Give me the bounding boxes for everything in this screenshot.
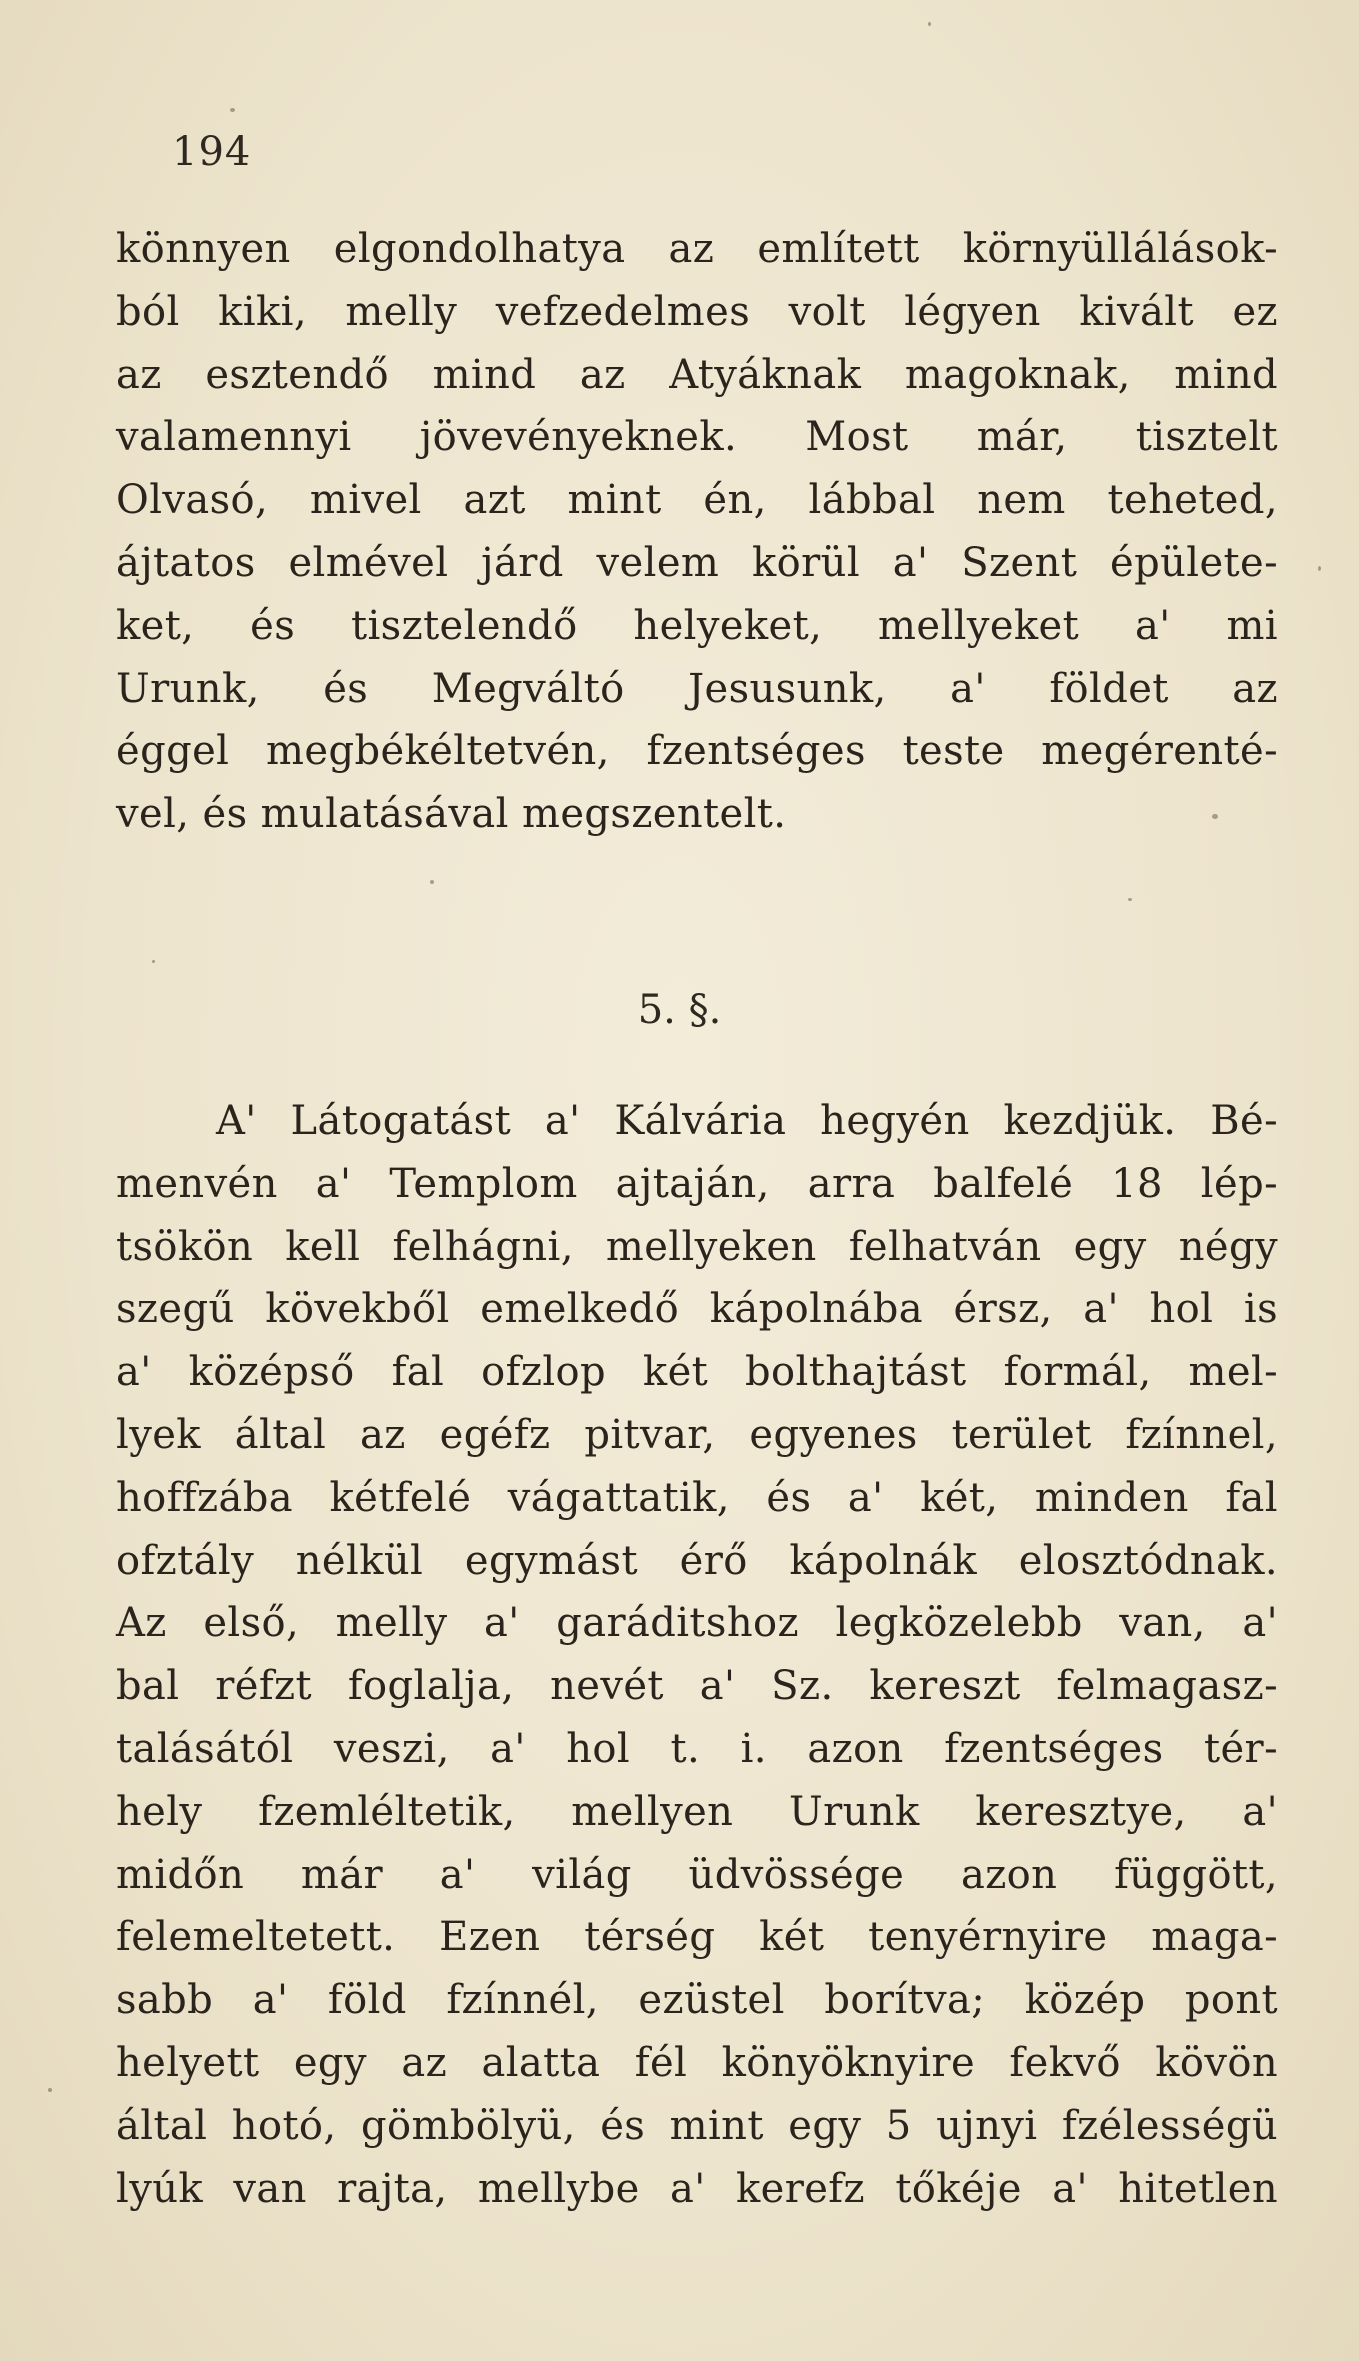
text-line: hely fzemléltetik, mellyen Urunk keresztye, a' bbox=[116, 1788, 1278, 1835]
text-line: sabb a' föld fzínnél, ezüstel borítva; közép pont bbox=[116, 1977, 1278, 2024]
text-line: ket, és tisztelendő helyeket, mellyeket a' mi bbox=[116, 602, 1278, 649]
text-line: szegű kövekből emelkedő kápolnába érsz, a' hol is bbox=[116, 1286, 1278, 1333]
text-line: által hotó, gömbölyü, és mint egy 5 ujnyi fzélességü bbox=[116, 2102, 1278, 2149]
paragraph-2 bbox=[116, 1090, 1278, 2220]
paper-speck bbox=[1212, 814, 1218, 819]
text-line: könnyen elgondolhatya az említett környüllálások- bbox=[116, 226, 1278, 272]
text-line: éggel megbékéltetvén, fzentséges teste megérenté- bbox=[116, 728, 1278, 775]
text-line: Olvasó, mivel azt mint én, lábbal nem teheted, bbox=[116, 477, 1278, 524]
section-heading: 5. §. bbox=[637, 987, 722, 1033]
text-line: menvén a' Templom ajtaján, arra balfelé 18 lép- bbox=[116, 1160, 1278, 1207]
paper-speck bbox=[430, 880, 434, 884]
text-line: vel, és mulatásával megszentelt. bbox=[116, 791, 787, 838]
text-line: midőn már a' világ üdvössége azon függött, bbox=[116, 1851, 1278, 1898]
text-line: ofztály nélkül egymást érő kápolnák elosztódnak. bbox=[116, 1537, 1278, 1584]
paper-speck bbox=[152, 960, 155, 963]
text-line: tsökön kell felhágni, mellyeken felhatván egy négy bbox=[116, 1223, 1278, 1270]
text-line: lyek által az egéfz pitvar, egyenes terület fzínnel, bbox=[116, 1411, 1278, 1458]
text-line: felemeltetett. Ezen térség két tenyérnyire maga- bbox=[116, 1914, 1278, 1961]
text-line: a' középső fal ofzlop két bolthajtást formál, mel- bbox=[116, 1349, 1278, 1396]
text-line: valamennyi jövevényeknek. Most már, tisztelt bbox=[116, 414, 1278, 461]
text-line: lyúk van rajta, mellybe a' kerefz tőkéje a' hitetlen bbox=[116, 2165, 1278, 2212]
paragraph-1 bbox=[116, 218, 1278, 846]
text-line: bal réfzt foglalja, nevét a' Sz. kereszt felmagasz- bbox=[116, 1663, 1278, 1710]
text-line: talásától veszi, a' hol t. i. azon fzentséges tér- bbox=[116, 1725, 1278, 1772]
paper-speck bbox=[928, 22, 931, 26]
paper-speck bbox=[1318, 566, 1321, 571]
text-line: az esztendő mind az Atyáknak magoknak, mind bbox=[116, 351, 1278, 398]
text-line: ájtatos elmével járd velem körül a' Szent épülete- bbox=[116, 539, 1278, 586]
text-line: A' Látogatást a' Kálvária hegyén kezdjük. Bé- bbox=[216, 1098, 1278, 1144]
text-line: Urunk, és Megváltó Jesusunk, a' földet az bbox=[116, 665, 1278, 712]
paper-speck bbox=[230, 108, 235, 112]
page-number: 194 bbox=[172, 129, 252, 175]
text-line: Az első, melly a' garáditshoz legközelebb van, a' bbox=[116, 1600, 1278, 1647]
text-line: ból kiki, melly vefzedelmes volt légyen kivált ez bbox=[116, 288, 1278, 335]
paper-speck bbox=[1128, 898, 1132, 901]
text-line: helyett egy az alatta fél könyöknyire fekvő kövön bbox=[116, 2039, 1278, 2086]
text-line: hoffzába kétfelé vágattatik, és a' két, minden fal bbox=[116, 1474, 1278, 1521]
paper-speck bbox=[48, 2088, 52, 2092]
